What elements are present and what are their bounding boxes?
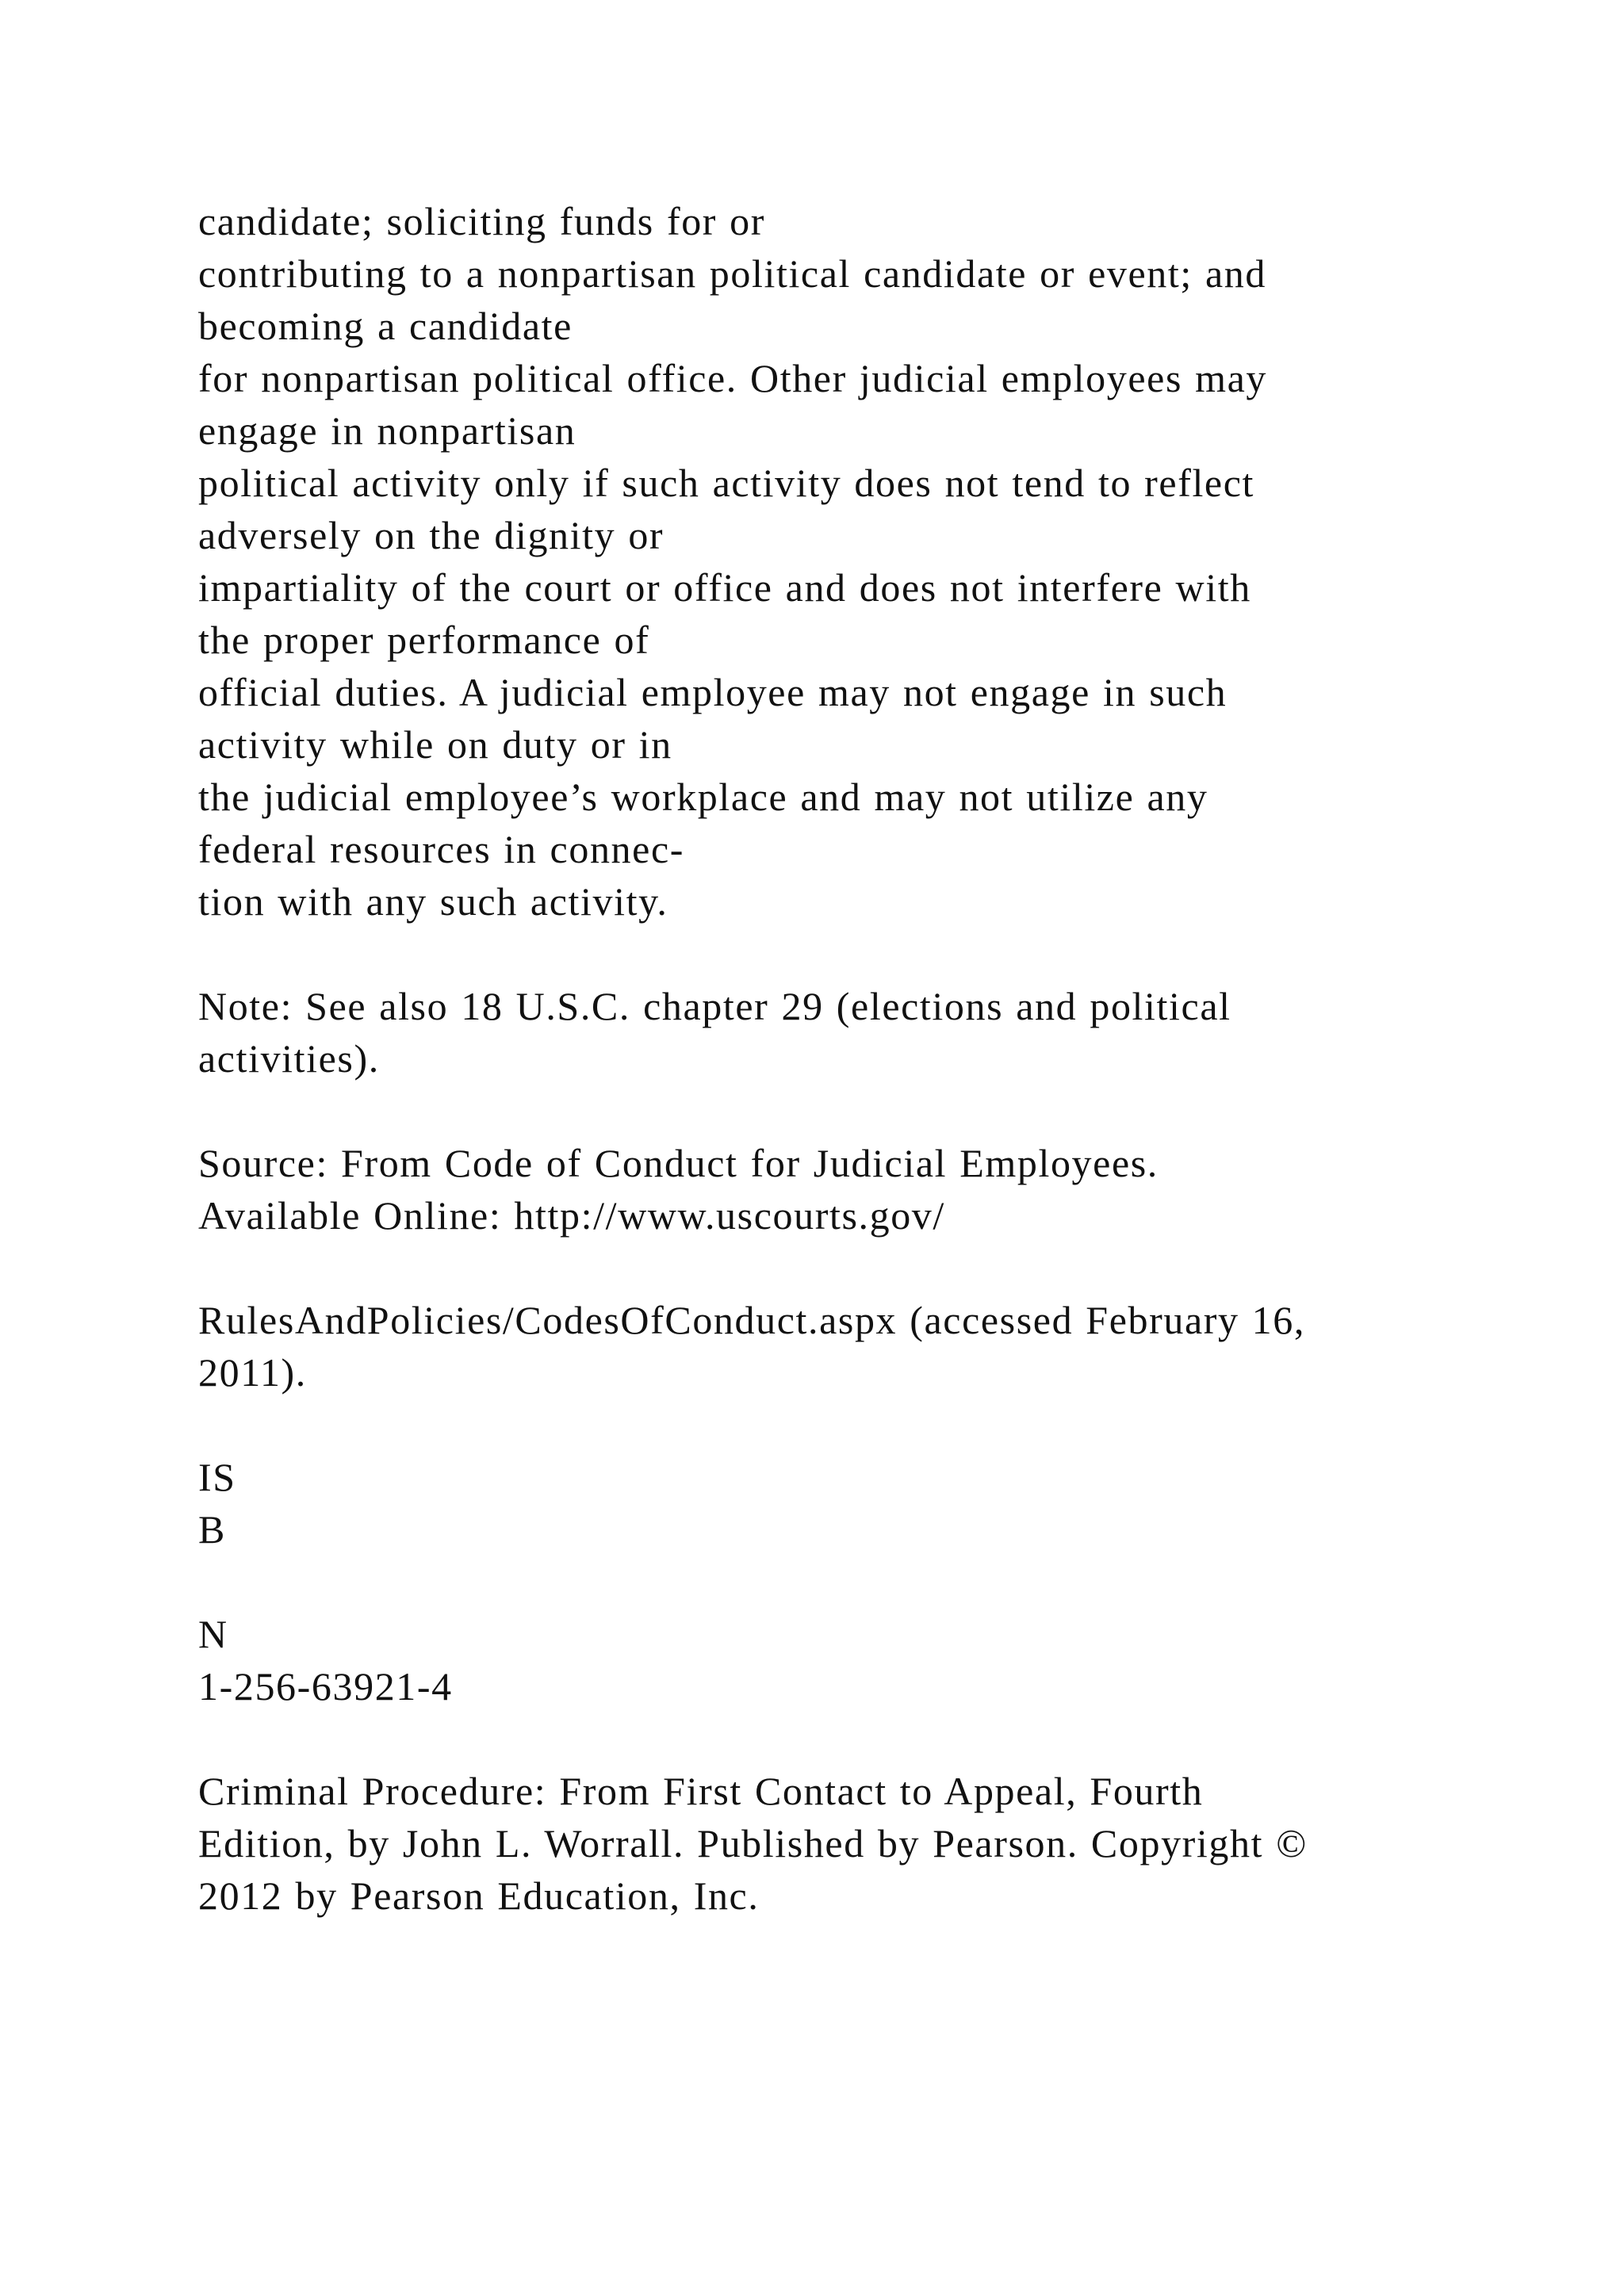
text-line: political activity only if such activity does not tend to reflect bbox=[198, 461, 1255, 505]
text-line: official duties. A judicial employee may not engage in such bbox=[198, 670, 1228, 714]
text-line: candidate; soliciting funds for or bbox=[198, 199, 766, 243]
text-line: tion with any such activity. bbox=[198, 879, 668, 924]
source-url-line: 2011). bbox=[198, 1350, 307, 1395]
text-line: impartiality of the court or office and does not interfere with bbox=[198, 565, 1251, 610]
paragraph-spacer bbox=[198, 1712, 1546, 1765]
body-paragraph bbox=[198, 195, 1546, 928]
text-line: the proper performance of bbox=[198, 618, 650, 662]
note-paragraph bbox=[198, 980, 1546, 1085]
paragraph-spacer bbox=[198, 1242, 1546, 1294]
text-line: for nonpartisan political office. Other judicial employees may bbox=[198, 356, 1267, 400]
source-url-continuation bbox=[198, 1294, 1546, 1399]
citation-line: 2012 by Pearson Education, Inc. bbox=[198, 1873, 760, 1918]
text-line: engage in nonpartisan bbox=[198, 408, 576, 453]
isbn-fragment: N bbox=[198, 1612, 228, 1656]
isbn-block bbox=[198, 1451, 1546, 1712]
paragraph-spacer bbox=[198, 1399, 1546, 1451]
citation-line: Criminal Procedure: From First Contact to Appeal, Fourth bbox=[198, 1769, 1204, 1813]
source-line: Available Online: http://www.uscourts.gov/ bbox=[198, 1193, 945, 1238]
source-line: Source: From Code of Conduct for Judicial Employees. bbox=[198, 1141, 1159, 1185]
citation-line: Edition, by John L. Worrall. Published by Pearson. Copyright © bbox=[198, 1821, 1308, 1866]
paragraph-spacer bbox=[198, 1085, 1546, 1137]
source-paragraph bbox=[198, 1137, 1546, 1242]
source-url-line: RulesAndPolicies/CodesOfConduct.aspx (accessed February 16, bbox=[198, 1298, 1305, 1342]
document-text bbox=[198, 195, 1546, 1922]
note-line: activities). bbox=[198, 1036, 380, 1081]
isbn-fragment: B bbox=[198, 1507, 226, 1552]
text-line: contributing to a nonpartisan political candidate or event; and bbox=[198, 251, 1266, 296]
citation-paragraph bbox=[198, 1765, 1546, 1922]
isbn-fragment: IS bbox=[198, 1455, 236, 1499]
note-line: Note: See also 18 U.S.C. chapter 29 (elections and political bbox=[198, 984, 1231, 1028]
paragraph-spacer bbox=[198, 1556, 1546, 1608]
text-line: federal resources in connec- bbox=[198, 827, 684, 871]
text-line: activity while on duty or in bbox=[198, 722, 672, 767]
paragraph-spacer bbox=[198, 928, 1546, 980]
isbn-number: 1-256-63921-4 bbox=[198, 1664, 453, 1709]
text-line: the judicial employee’s workplace and may not utilize any bbox=[198, 775, 1208, 819]
text-line: adversely on the dignity or bbox=[198, 513, 665, 557]
text-line: becoming a candidate bbox=[198, 304, 573, 348]
